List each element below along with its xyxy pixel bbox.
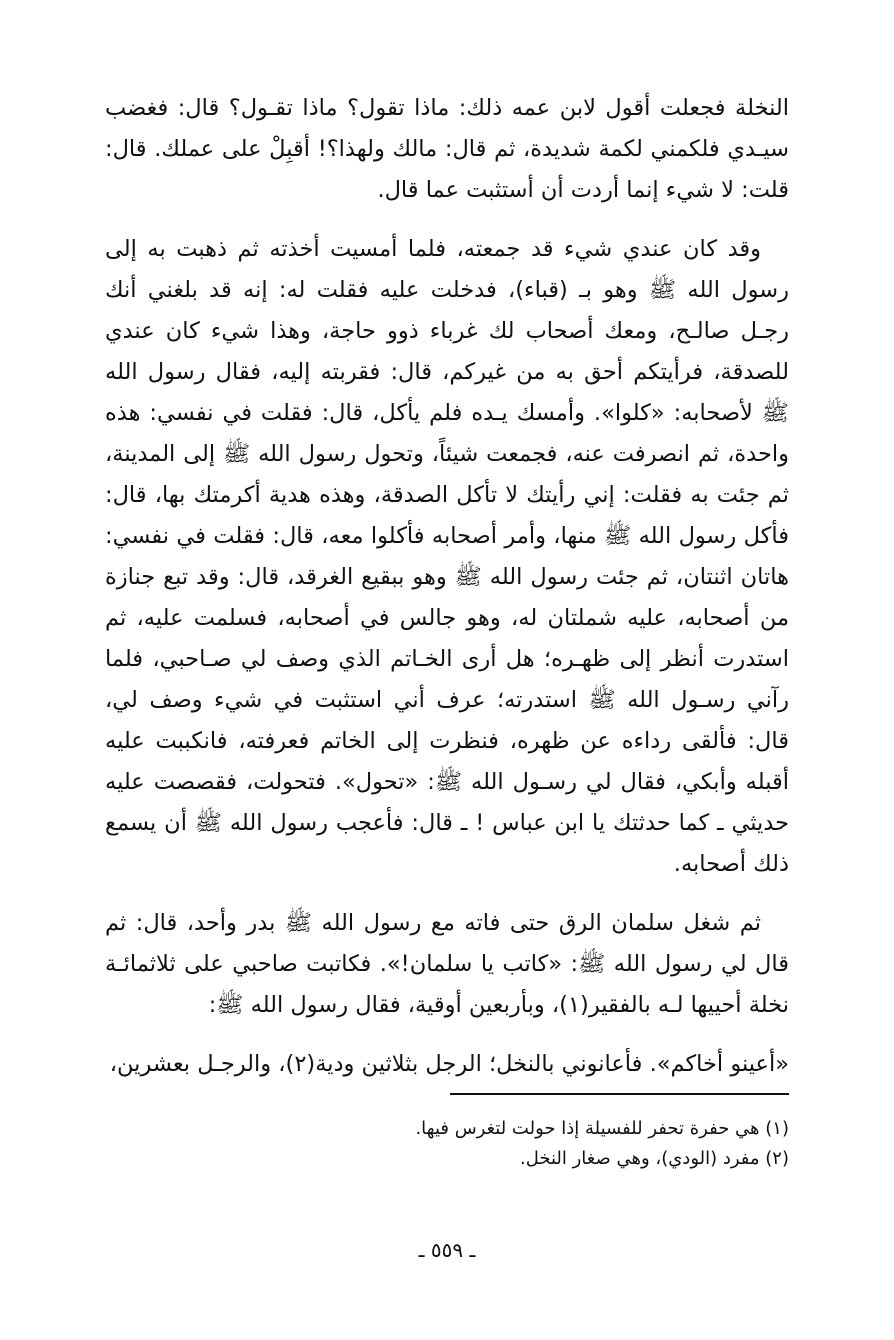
main-text: [105, 88, 789, 1085]
paragraph-gap: [105, 211, 789, 229]
footnote-1: (١) هي حفرة تحفر للفسيلة إذا حولت لتغرس فيها.: [415, 1118, 789, 1139]
footnotes: [105, 1114, 789, 1174]
footnote-separator: [450, 1093, 789, 1095]
footnote-2: (٢) مفرد (الودي)، وهي صغار النخل.: [520, 1148, 789, 1169]
paragraph-gap: [105, 885, 789, 903]
paragraph-1: النخلة فجعلت أقول لابن عمه ذلك: ماذا تقول؟ ماذا تقـول؟ قال: فغضب سيـدي فلكمني لكمة شديدة، ثم قال: مالك ولهذا؟! أقبِلْ على عملك. قال: قلت: لا شيء إنما أردت أن أستثبت عما قال.: [105, 95, 789, 203]
paragraph-4: «أعينو أخاكم». فأعانوني بالنخل؛ الرجل بثلاثين ودية(٢)، والرجـل بعشرين،: [109, 1051, 789, 1077]
page-number: ـ ٥٥٩ ـ: [418, 1238, 476, 1262]
paragraph-gap: [105, 1026, 789, 1044]
paragraph-2: وقد كان عندي شيء قد جمعته، فلما أمسيت أخذته ثم ذهبت به إلى رسول الله ﷺ وهو بـ (قباء)، فدخلت عليه فقلت له: إنه قد بلغني أنك رجـل صالـح، ومعك أصحاب لك غرباء ذوو حاجة، وهذا شيء كان عندي للصدقة، فرأيتكم أحق به من غيركم، قال: فقربته إليه، فقال رسول الله ﷺ لأصحابه: «كلوا». وأمسك يـده فلم يأكل، قال: فقلت في نفسي: هذه واحدة، ثم انصرفت عنه، فجمعت شيئاً، وتحول رسول الله ﷺ إلى المدينة، ثم جئت به فقلت: إني رأيتك لا تأكل الصدقة، وهذه هدية أكرمتك بها، قال: فأكل رسول الله ﷺ منها، وأمر أصحابه فأكلوا معه، قال: فقلت في نفسي: هاتان اثنتان، ثم جئت رسول الله ﷺ وهو ببقيع الغرقد، قال: وقد تبع جنازة من أصحابه، عليه شملتان له، وهو جالس في أصحابه، فسلمت عليه، ثم استدرت أنظر إلى ظهـره؛ هل أرى الخـاتم الذي وصف لي صـاحبي، فلما رآني رسـول الله ﷺ استدرته؛ عرف أني استثبت في شيء وصف لي، قال: فألقى رداءه عن ظهره، فنظرت إلى الخاتم فعرفته، فانكببت عليه أقبله وأبكي، فقال لي رسـول الله ﷺ: «تحول». فتحولت، فقصصت عليه حديثي ـ كما حدثتك يا ابن عباس ! ـ قال: فأعجب رسول الله ﷺ أن يسمع ذلك أصحابه.: [105, 236, 789, 877]
paragraph-3: ثم شغل سلمان الرق حتى فاته مع رسول الله ﷺ بدر وأحد، قال: ثم قال لي رسول الله ﷺ: «كاتب يا سلمان!». فكاتبت صاحبي على ثلاثمائـة نخلة أحييها لـه بالفقير(١)، وبأربعين أوقية، فقال رسول الله ﷺ:: [105, 910, 789, 1018]
